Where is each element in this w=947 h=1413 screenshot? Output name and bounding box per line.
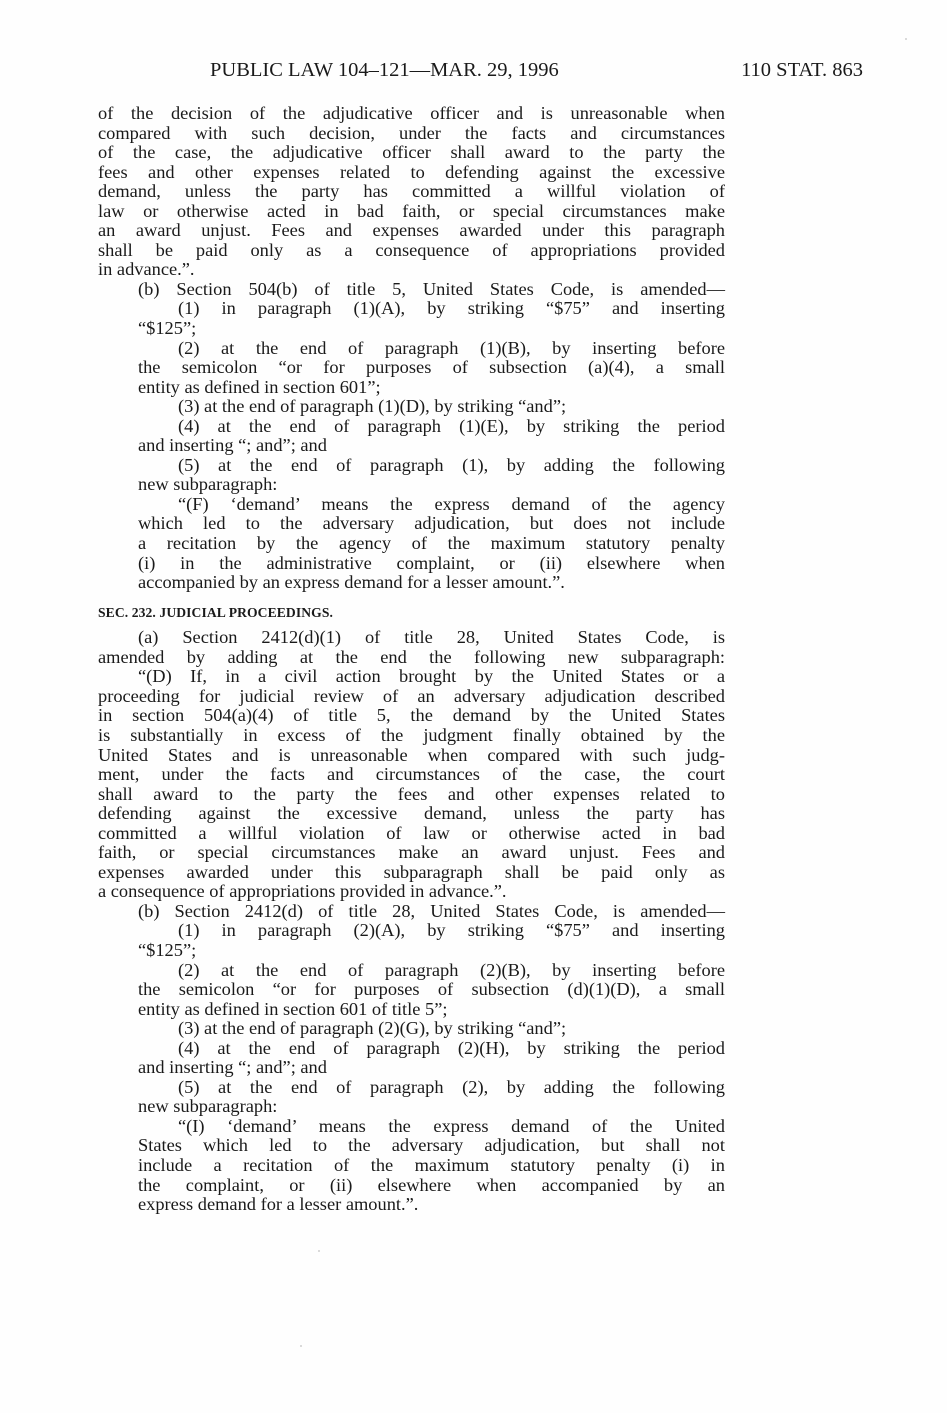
amendment-line: (2) at the end of paragraph (2)(B), by inserting before bbox=[178, 959, 725, 980]
text-line: United States and is unreasonable when compared with such judg- bbox=[98, 744, 725, 765]
text-line: is substantially in excess of the judgment finally obtained by the bbox=[98, 724, 725, 745]
header-stat-page: 110 STAT. 863 bbox=[741, 59, 863, 81]
text-line: proceeding for judicial review of an adversary adjudication described bbox=[98, 685, 725, 706]
amendment-line: entity as defined in section 601 of title 5”; bbox=[138, 998, 448, 1019]
amendment-line: (4) at the end of paragraph (1)(E), by striking the period bbox=[178, 415, 725, 436]
amendment-line: (2) at the end of paragraph (1)(B), by inserting before bbox=[178, 337, 725, 358]
text-line: of the decision of the adjudicative officer and is unreasonable when bbox=[98, 103, 725, 123]
text-line: ment, under the facts and circumstances of the case, the court bbox=[98, 764, 725, 785]
scan-speck bbox=[318, 1250, 320, 1252]
section-heading: SEC. 232. JUDICIAL PROCEEDINGS. bbox=[98, 604, 333, 620]
quoted-definition-line: express demand for a lesser amount.”. bbox=[138, 1194, 419, 1215]
quoted-definition-line: the complaint, or (ii) elsewhere when accompanied by an bbox=[138, 1174, 725, 1195]
subsection-b-2412 bbox=[98, 902, 725, 1215]
quoted-definition-line: “(I) ‘demand’ means the express demand of the United bbox=[178, 1115, 725, 1136]
text-line: compared with such decision, under the facts and circumstances bbox=[98, 122, 725, 143]
amendment-line: (4) at the end of paragraph (2)(H), by striking the period bbox=[178, 1037, 725, 1058]
text-line: shall award to the party the fees and other expenses related to bbox=[98, 783, 725, 804]
amendment-line: new subparagraph: bbox=[138, 474, 278, 495]
quoted-definition-line: include a recitation of the maximum statutory penalty (i) in bbox=[138, 1154, 725, 1175]
text-line: of the case, the adjudicative officer shall award to the party the bbox=[98, 142, 725, 163]
text-line: committed a willful violation of law or otherwise acted in bad bbox=[98, 822, 725, 843]
text-line: law or otherwise acted in bad faith, or special circumstances make bbox=[98, 200, 725, 221]
paragraph-continued bbox=[98, 104, 725, 280]
page-header bbox=[98, 56, 863, 84]
text-line: a consequence of appropriations provided in advance.”. bbox=[98, 881, 507, 902]
amendment-line: (1) in paragraph (1)(A), by striking “$75” and inserting bbox=[178, 298, 725, 319]
amendment-line: “$125”; bbox=[138, 318, 197, 339]
subsection-a-2412 bbox=[98, 628, 725, 902]
amendment-line: and inserting “; and”; and bbox=[138, 435, 327, 456]
quoted-definition-line: which led to the adversary adjudication, but does not include bbox=[138, 513, 725, 534]
text-line: faith, or special circumstances make an award unjust. Fees and bbox=[98, 842, 725, 863]
text-line: expenses awarded under this subparagraph shall be paid only as bbox=[98, 861, 725, 882]
amendment-line: and inserting “; and”; and bbox=[138, 1057, 327, 1078]
subsection-b-504 bbox=[98, 280, 725, 593]
text-line: (a) Section 2412(d)(1) of title 28, United States Code, is bbox=[138, 627, 725, 648]
amendment-line: (3) at the end of paragraph (1)(D), by striking “and”; bbox=[178, 396, 567, 417]
subsection-intro: (b) Section 2412(d) of title 28, United States Code, is amended— bbox=[138, 900, 725, 921]
amendment-line: (5) at the end of paragraph (2), by adding the following bbox=[178, 1076, 725, 1097]
scan-speck bbox=[905, 38, 907, 40]
text-line: amended by adding at the end the following new subparagraph: bbox=[98, 646, 725, 667]
amendment-line: “$125”; bbox=[138, 939, 197, 960]
quoted-definition-line: States which led to the adversary adjudication, but shall not bbox=[138, 1135, 725, 1156]
quoted-definition-line: “(F) ‘demand’ means the express demand of the agency bbox=[178, 493, 725, 514]
text-line: “(D) If, in a civil action brought by the United States or a bbox=[138, 666, 725, 687]
quoted-definition-line: (i) in the administrative complaint, or (ii) elsewhere when bbox=[138, 552, 725, 573]
text-line: an award unjust. Fees and expenses awarded under this paragraph bbox=[98, 220, 725, 241]
amendment-line: (1) in paragraph (2)(A), by striking “$75” and inserting bbox=[178, 920, 725, 941]
amendment-line: new subparagraph: bbox=[138, 1096, 278, 1117]
quoted-definition-line: a recitation by the agency of the maximum statutory penalty bbox=[138, 533, 725, 554]
amendment-line: the semicolon “or for purposes of subsection (d)(1)(D), a small bbox=[138, 979, 725, 1000]
text-line: shall be paid only as a consequence of appropriations provided bbox=[98, 239, 725, 260]
header-title: PUBLIC LAW 104–121—MAR. 29, 1996 bbox=[210, 59, 559, 81]
scan-speck bbox=[300, 1345, 302, 1347]
quoted-definition-line: accompanied by an express demand for a lesser amount.”. bbox=[138, 572, 565, 593]
amendment-line: (3) at the end of paragraph (2)(G), by striking “and”; bbox=[178, 1018, 567, 1039]
text-line: in section 504(a)(4) of title 5, the demand by the United States bbox=[98, 705, 725, 726]
text-line: defending against the excessive demand, unless the party has bbox=[98, 803, 725, 824]
subsection-intro: (b) Section 504(b) of title 5, United States Code, is amended— bbox=[138, 278, 725, 299]
amendment-line: entity as defined in section 601”; bbox=[138, 376, 381, 397]
text-line: demand, unless the party has committed a willful violation of bbox=[98, 181, 725, 202]
text-line: in advance.”. bbox=[98, 259, 195, 280]
amendment-line: (5) at the end of paragraph (1), by adding the following bbox=[178, 454, 725, 475]
text-line: fees and other expenses related to defending against the excessive bbox=[98, 161, 725, 182]
amendment-line: the semicolon “or for purposes of subsection (a)(4), a small bbox=[138, 357, 725, 378]
document-body bbox=[98, 104, 725, 1215]
